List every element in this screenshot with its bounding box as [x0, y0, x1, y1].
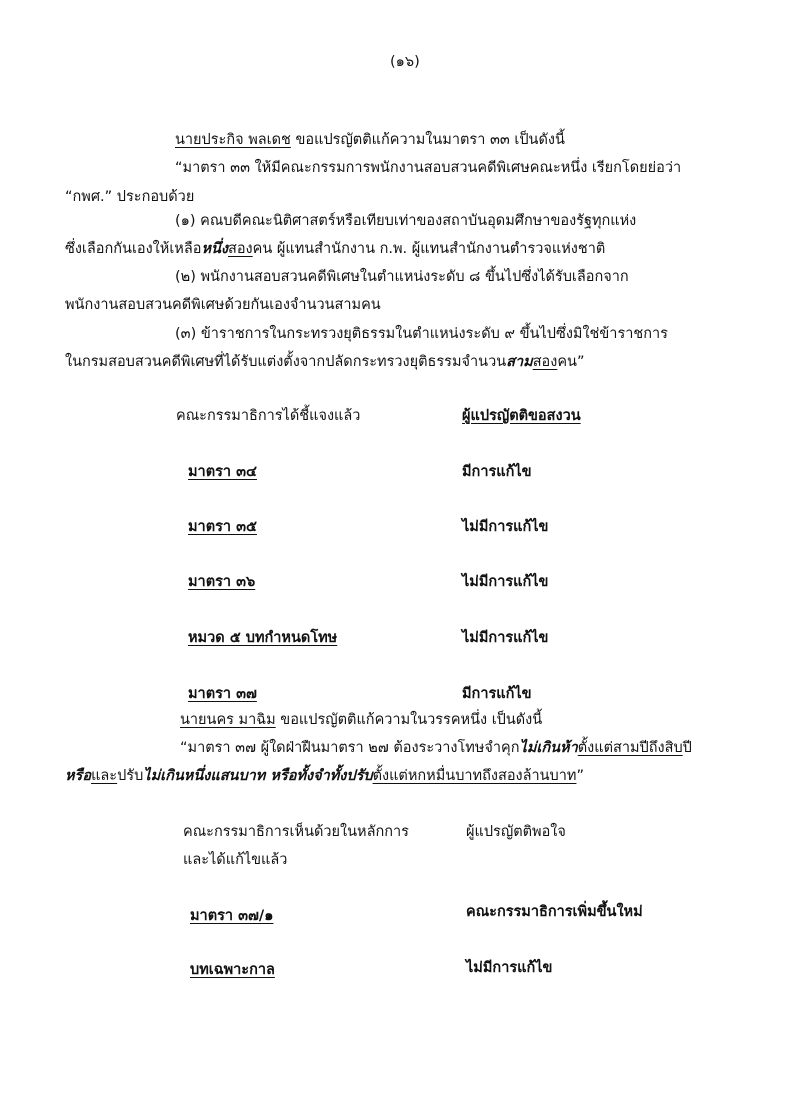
- page-number: (๑๖): [390, 54, 420, 70]
- inserted-text: สอง: [228, 241, 253, 257]
- amendment-item-cont: [65, 239, 605, 259]
- amendment-intro-text: ขอแปรญัตติแก้ความในวรรคหนึ่ง เป็นดังนี้: [275, 712, 543, 728]
- section-status: มีการแก้ไข: [462, 686, 532, 702]
- section-label: มาตรา ๓๗/๑: [190, 908, 274, 924]
- section-status: ไม่มีการแก้ไข: [466, 960, 553, 976]
- section-label: มาตรา ๓๖: [188, 574, 256, 590]
- section-label: มาตรา ๓๕: [188, 519, 257, 535]
- section-label: มาตรา ๓๔: [188, 464, 257, 480]
- amendment-text-line: [180, 738, 692, 758]
- section-status: ไม่มีการแก้ไข: [462, 574, 549, 590]
- committee-note: คณะกรรมาธิการได้ชี้แจงแล้ว: [176, 408, 361, 424]
- text-span: คน”: [557, 354, 585, 370]
- text-span: ปี: [682, 740, 692, 756]
- deleted-text: ไม่เกินห้า: [519, 740, 578, 756]
- section-status: มีการแก้ไข: [462, 464, 532, 480]
- inserted-text: ตั้งแต่หกหมื่นบาทถึงสองล้านบาท: [372, 768, 577, 784]
- amender-satisfied: ผู้แปรญัตติพอใจ: [466, 824, 566, 840]
- text-span: ซึ่งเลือกกันเองให้เหลือ: [65, 241, 202, 257]
- text-span: ปรับ: [117, 768, 144, 784]
- deleted-text: หรือ: [65, 768, 92, 784]
- amender-name: นายนคร มาฉิม: [180, 712, 276, 728]
- amendment-intro-text: ขอแปรญัตติแก้ความในมาตรา ๓๓ เป็นดังนี้: [290, 132, 565, 148]
- text-span: “มาตรา ๓๗ ผู้ใดฝ่าฝืนมาตรา ๒๗ ต้องระวางโทษจำคุก: [180, 740, 520, 756]
- inserted-text: สอง: [532, 354, 558, 370]
- amendment-item-cont: พนักงานสอบสวนคดีพิเศษด้วยกันเองจำนวนสามคน: [65, 297, 381, 313]
- committee-note: คณะกรรมาธิการเห็นด้วยในหลักการ: [183, 824, 409, 840]
- amender-name: นายประกิจ พลเดช: [175, 132, 291, 148]
- deleted-text: สาม: [506, 354, 533, 370]
- amendment-intro: [175, 130, 565, 150]
- deleted-text: หนึ่ง: [201, 241, 228, 257]
- amendment-intro: [180, 710, 542, 730]
- section-label: หมวด ๕ บทกำหนดโทษ: [188, 630, 338, 646]
- amendment-item: (๑) คณบดีคณะนิติศาสตร์หรือเทียบเท่าของสถาบันอุดมศึกษาของรัฐทุกแห่ง: [175, 213, 637, 229]
- amendment-item: (๓) ข้าราชการในกระทรวงยุติธรรมในตำแหน่งระดับ ๙ ขึ้นไปซึ่งมิใช่ข้าราชการ: [175, 326, 668, 342]
- section-label: มาตรา ๓๗: [188, 686, 257, 702]
- section-label: บทเฉพาะกาล: [190, 962, 275, 978]
- inserted-text: ตั้งแต่สามปีถึงสิบ: [577, 740, 683, 756]
- amendment-text-line: [65, 766, 584, 786]
- inserted-text: และ: [91, 768, 118, 784]
- section-status: คณะกรรมาธิการเพิ่มขึ้นใหม่: [466, 904, 643, 920]
- section-status: ไม่มีการแก้ไข: [462, 519, 549, 535]
- amender-reservation: ผู้แปรญัตติขอสงวน: [462, 408, 581, 424]
- committee-note-cont: และได้แก้ไขแล้ว: [183, 852, 288, 868]
- deleted-text: ไม่เกินหนึ่งแสนบาท หรือทั้งจำทั้งปรับ: [143, 768, 373, 784]
- text-span: ในกรมสอบสวนคดีพิเศษที่ได้รับแต่งตั้งจากปลัดกระทรวงยุติธรรมจำนวน: [65, 354, 507, 370]
- text-span: ”: [576, 768, 584, 784]
- amendment-item: (๒) พนักงานสอบสวนคดีพิเศษในตำแหน่งระดับ ๘ ขึ้นไปซึ่งได้รับเลือกจาก: [175, 269, 629, 285]
- amendment-item-cont: [65, 352, 584, 372]
- text-span: คน ผู้แทนสำนักงาน ก.พ. ผู้แทนสำนักงานตำรวจแห่งชาติ: [252, 241, 606, 257]
- section-status: ไม่มีการแก้ไข: [462, 630, 549, 646]
- amendment-text-line: “กพศ.” ประกอบด้วย: [65, 189, 195, 205]
- amendment-text-line: “มาตรา ๓๓ ให้มีคณะกรรมการพนักงานสอบสวนคดีพิเศษคณะหนึ่ง เรียกโดยย่อว่า: [175, 160, 682, 176]
